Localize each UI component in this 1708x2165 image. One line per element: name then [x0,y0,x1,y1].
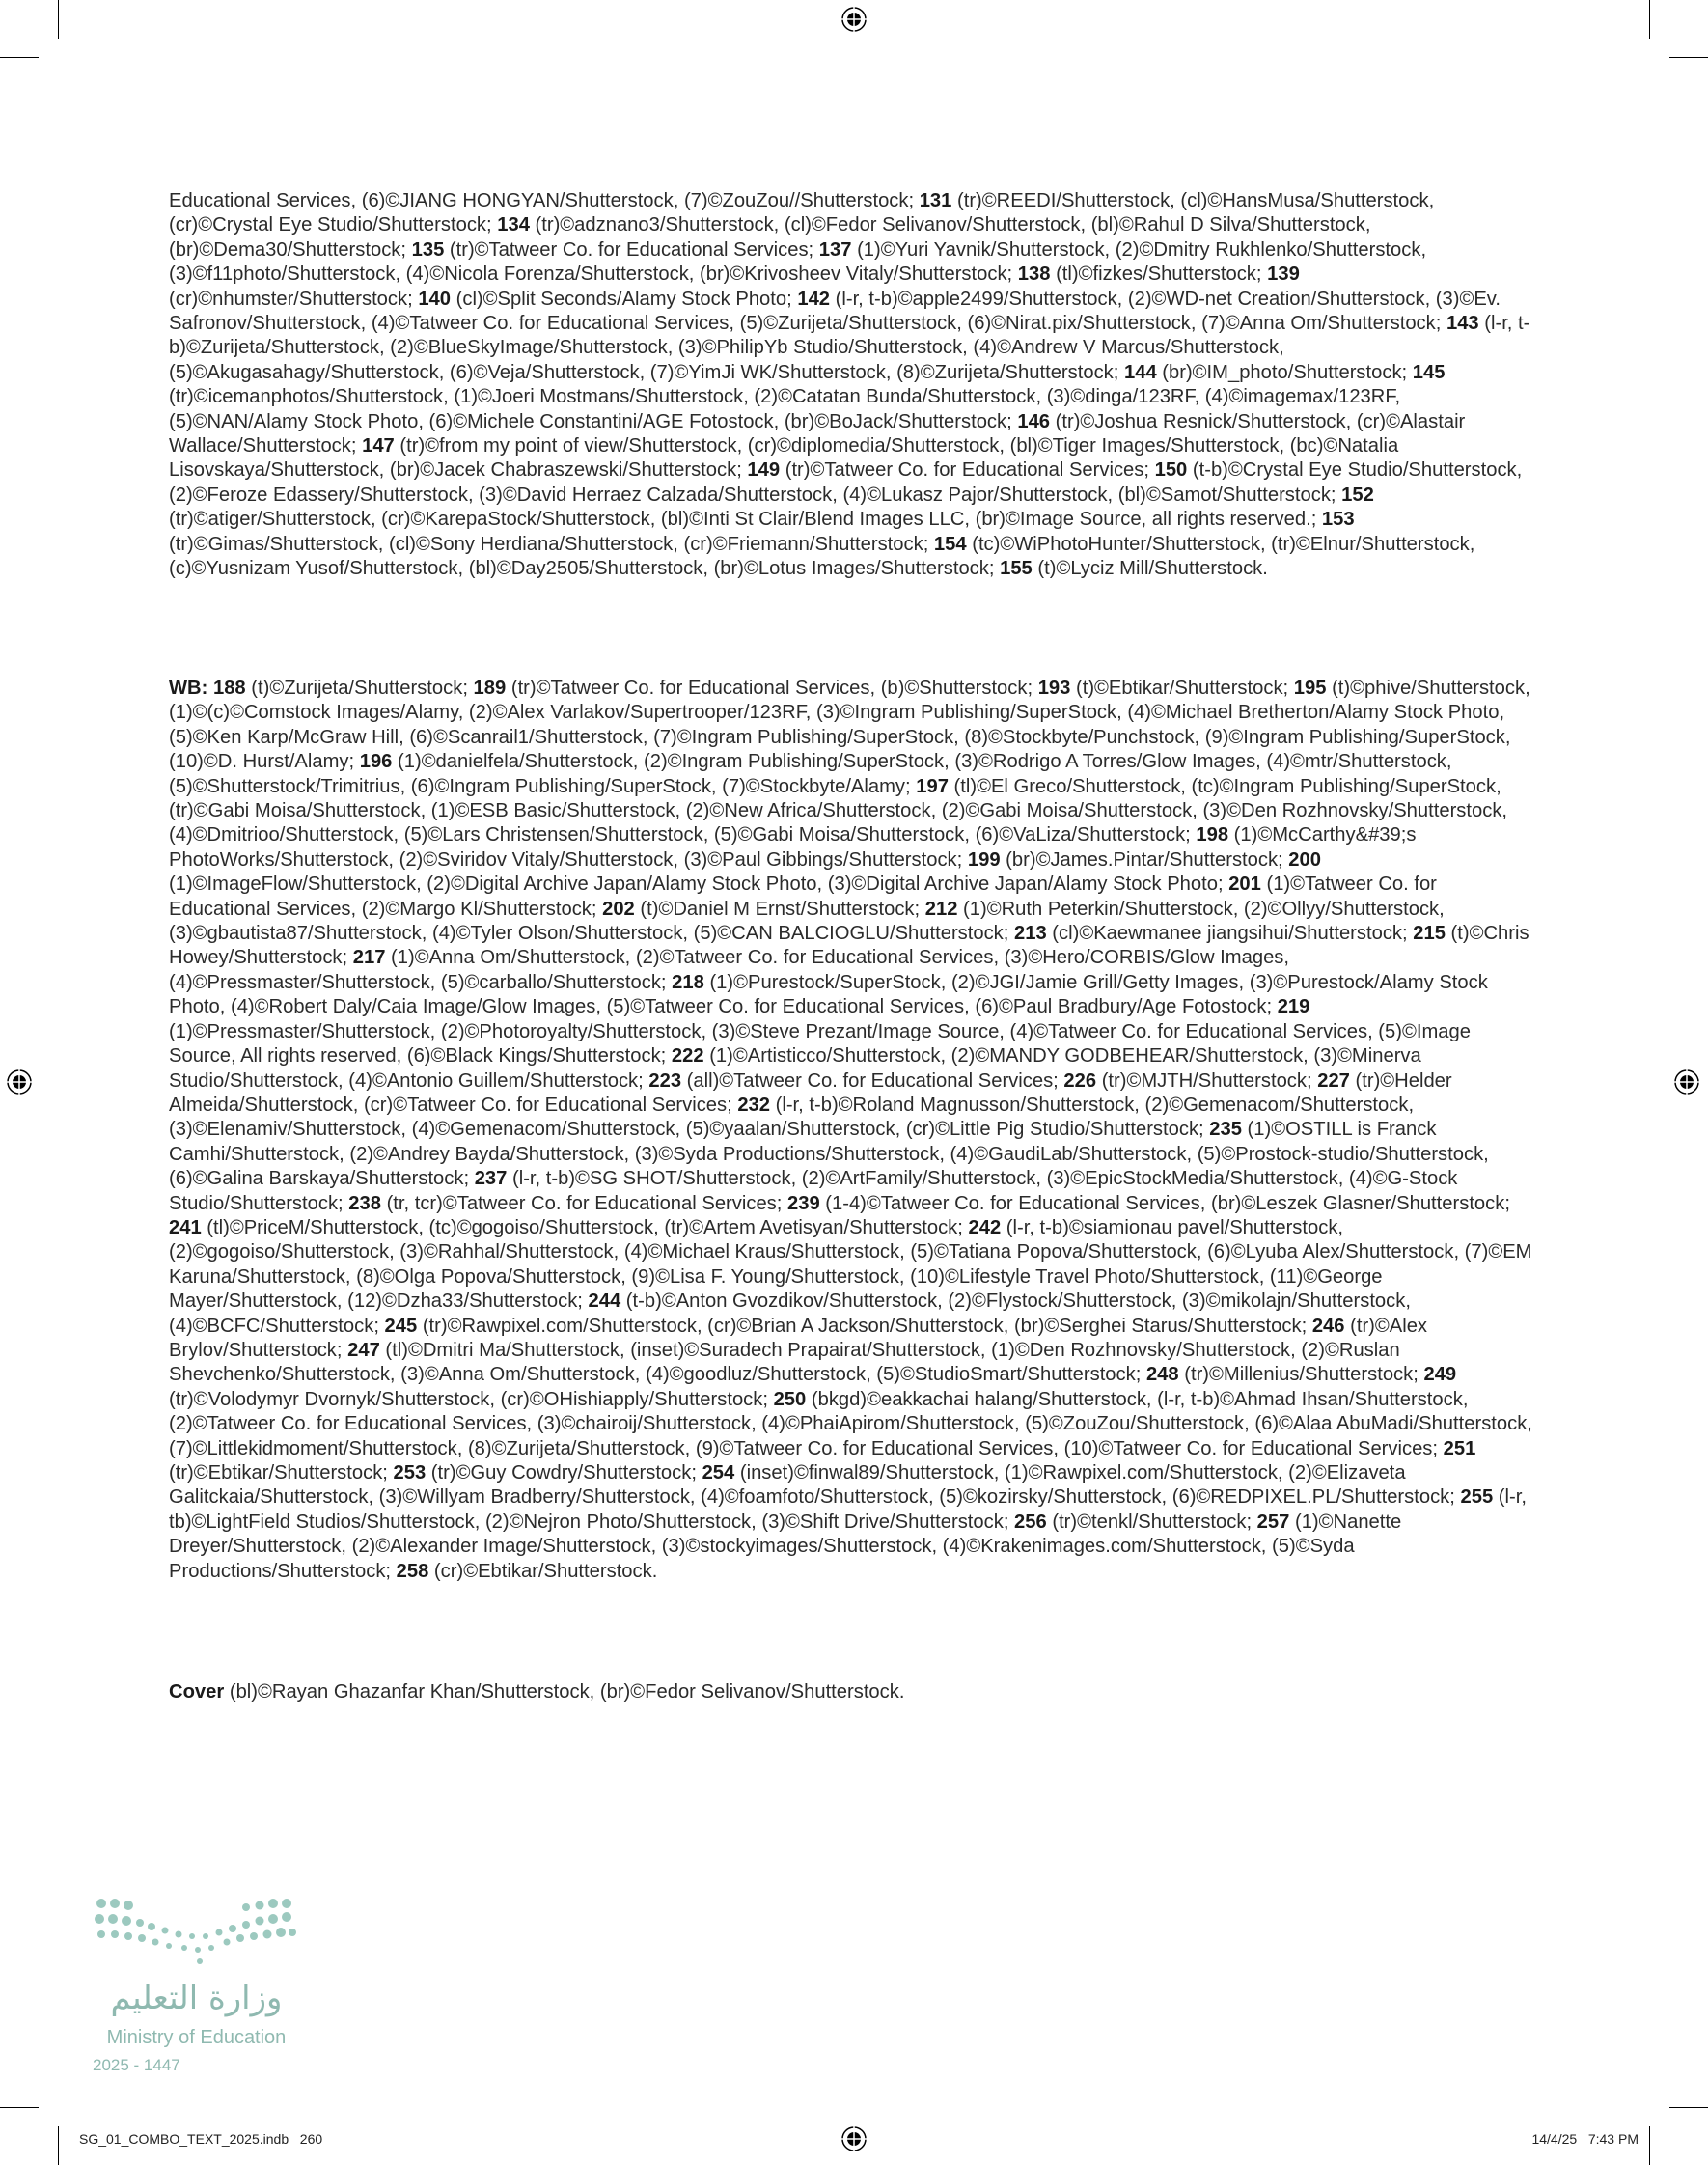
credit-text: (tr)©Tatweer Co. for Educational Services; [444,238,819,261]
credit-text: (tr)©Ebtikar/Shutterstock; [169,1462,394,1484]
credit-text: (t-b)©Anton Gvozdikov/Shutterstock, (2)©Flystock/Shutterstock, (3)©mikolajn/Shutterstock, (4)©BCFC/Shutterstock; [169,1291,1411,1337]
page-number: 145 [1412,361,1446,383]
credit-text: (tr)©from my point of view/Shutterstock, (cr)©diplomedia/Shutterstock, (bl)©Tiger Images/Shutterstock, (bc)©Natalia Lisovskaya/Shutterstock, (br)©Jacek Chabraszewski/Shutterstock; [169,435,1399,482]
crop-mark [58,0,59,39]
credit-text: (tr)©tenkl/Shutterstock; [1046,1511,1257,1533]
page-number: 219 [1277,996,1310,1018]
credit-text: (tr)©Volodymyr Dvornyk/Shutterstock, (cr)©OHishiapply/Shutterstock; [169,1388,774,1410]
page-number: 153 [1321,509,1355,531]
credit-text: (cr)©nhumster/Shutterstock; [169,288,419,310]
credit-text: (tr)©adznano3/Shutterstock, (cl)©Fedor Selivanov/Shutterstock, (bl)©Rahul D Silva/Shutterstock, (br)©Dema30/Shutterstock; [169,214,1371,261]
credit-text: (1)©Anna Om/Shutterstock, (2)©Tatweer Co. for Educational Services, (3)©Hero/CORBIS/Glow Images, (4)©Pressmaster/Shutterstock, (5)©carballo/Shutterstock; [169,947,1289,993]
credit-text: (cl)©Split Seconds/Alamy Stock Photo; [451,288,798,310]
page-number: 142 [797,288,831,310]
registration-mark-icon [1673,1069,1700,1096]
page-number: 189 [473,678,507,699]
page-number: Cover [169,1681,225,1703]
page-number: 147 [362,435,395,458]
credit-text: (tr)©Gimas/Shutterstock, (cl)©Sony Herdiana/Shutterstock, (cr)©Friemann/Shutterstock; [169,533,934,555]
credit-text: (1)©Tatweer Co. for Educational Services, (2)©Margo Kl/Shutterstock; [169,874,1437,920]
page-number: 257 [1256,1511,1290,1533]
slug-date: 14/4/25 7:43 PM [1531,2131,1639,2147]
page-number: 149 [747,459,781,482]
logo-year-text: 2025 - 1447 [93,2056,180,2074]
page-number: 212 [924,898,958,920]
credits-paragraph-cover [169,1680,1534,1705]
page-number: 202 [602,898,635,920]
page-number: 137 [818,238,852,261]
credit-text: (tl)©PriceM/Shutterstock, (tc)©gogoiso/Shutterstock, (tr)©Artem Avetisyan/Shutterstock; [201,1216,969,1238]
page-number: 152 [1341,484,1374,506]
credit-text: (br)©James.Pintar/Shutterstock; [1000,848,1289,871]
crop-mark [0,2107,39,2108]
credit-text: (tr)©Guy Cowdry/Shutterstock; [426,1462,702,1484]
logo-english-text: Ministry of Education [106,2027,287,2048]
page-number: 238 [348,1192,381,1214]
page-number: 235 [1209,1119,1242,1141]
credit-text: (tr)©Joshua Resnick/Shutterstock, (cr)©Alastair Wallace/Shutterstock; [169,410,1466,458]
crop-mark [1649,0,1650,39]
credit-text: (1)©OSTILL is Franck Camhi/Shutterstock, (2)©Andrey Bayda/Shutterstock, (3)©Syda Productions/Shutterstock, (4)©GaudiLab/Shutterstock, (5)©Prostock-studio/Shutterstock, (6)©Galina Barskaya/Shutterstock; [169,1119,1489,1190]
page-number: 197 [916,775,949,797]
ministry-logo-icon [92,1894,304,1981]
credit-text: (tr)©MJTH/Shutterstock; [1096,1069,1318,1092]
page-number: 217 [352,947,386,969]
credit-text: Educational Services, (6)©JIANG HONGYAN/Shutterstock, (7)©ZouZou//Shutterstock; [169,190,920,211]
page-number: 222 [671,1045,704,1068]
page-number: 256 [1014,1511,1047,1533]
page-number: 135 [411,238,445,261]
logo-arabic-text: وزارة التعليم [110,1979,283,2017]
page-number: 131 [919,190,952,211]
credit-text: (tr)©Tatweer Co. for Educational Services, (b)©Shutterstock; [506,678,1038,699]
credit-text: (t)©Zurijeta/Shutterstock; [245,678,474,699]
credit-text: (1)©Nanette Dreyer/Shutterstock, (2)©Alexander Image/Shutterstock, (3)©stockyimages/Shutterstock, (4)©Krakenimages.com/Shutterstock, (5)©Syda Productions/Shutterstock; [169,1511,1402,1582]
crop-mark [1649,2126,1650,2165]
page-number: 146 [1017,410,1051,432]
page-number: 196 [359,751,393,773]
page-number: 251 [1443,1437,1476,1459]
page-number: 245 [384,1315,418,1337]
credit-text: (1)©Purestock/SuperStock, (2)©JGI/Jamie Grill/Getty Images, (3)©Purestock/Alamy Stock Photo, (4)©Robert Daly/Caia Image/Glow Images, (5)©Tatweer Co. for Educational Services, (6)©Paul Bradbury/Age Fotostock; [169,971,1488,1018]
page-number: 200 [1288,848,1321,871]
registration-mark-icon [840,2125,868,2152]
crop-mark [58,2126,59,2165]
credit-text: (t)©phive/Shutterstock, (1)©(c)©Comstock Images/Alamy, (2)©Alex Varlakov/Supertrooper/123RF, (3)©Ingram Publishing/SuperStock, (4)©Michael Bretherton/Alamy Stock Photo, (5)©Ken Karp/McGraw Hill, (6)©Scanrail1/Shutterstock, (7)©Ingram Publishing/SuperStock, (8)©Stockbyte/Punchstock, (9)©Ingram Publishing/SuperStock, (10)©D. Hurst/Alamy; [169,678,1530,773]
credit-text: (1)©danielfela/Shutterstock, (2)©Ingram Publishing/SuperStock, (3)©Rodrigo A Torres/Glow Images, (4)©mtr/Shutterstock, (5)©Shutterstock/Trimitrius, (6)©Ingram Publishing/SuperStock, (7)©Stockbyte/Alamy; [169,751,1452,797]
page-number: 134 [497,214,530,236]
credit-text: (cr)©Ebtikar/Shutterstock. [428,1560,658,1582]
page-number: 255 [1460,1486,1494,1509]
page-number: 226 [1063,1069,1097,1092]
page-number: 218 [672,971,704,993]
page-number: 201 [1228,874,1261,896]
credit-text: (1)©ImageFlow/Shutterstock, (2)©Digital Archive Japan/Alamy Stock Photo, (3)©Digital Archive Japan/Alamy Stock Photo; [169,874,1229,896]
page-number: 258 [396,1560,429,1582]
credit-text: (tl)©Dmitri Ma/Shutterstock, (inset)©Suradech Prapairat/Shutterstock, (1)©Den Rozhnovsky/Shutterstock, (2)©Ruslan Shevchenko/Shutterstock, (3)©Anna Om/Shutterstock, (4)©goodluz/Shutterstock, (5)©StudioSmart/Shutterstock; [169,1339,1400,1386]
page-number: 250 [773,1388,807,1410]
page-number: 213 [1014,923,1047,945]
page-number: 155 [1000,558,1033,580]
credit-text: (t)©Lyciz Mill/Shutterstock. [1032,558,1268,580]
page-number: WB: 188 [169,678,246,699]
credit-text: (l-r, t-b)©Roland Magnusson/Shutterstock, (2)©Gemenacom/Shutterstock, (3)©Elenamiv/Shutterstock, (4)©Gemenacom/Shutterstock, (5)©yaalan/Shutterstock, (cr)©Little Pig Studio/Shutterstock; [169,1094,1415,1141]
page-number: 223 [648,1069,682,1092]
credit-text: (t)©Daniel M Ernst/Shutterstock; [634,898,925,920]
credit-text: (tr)©Tatweer Co. for Educational Services; [780,459,1155,482]
credit-text: (tr)©icemanphotos/Shutterstock, (1)©Joeri Mostmans/Shutterstock, (2)©Catatan Bunda/Shutterstock, (3)©dinga/123RF, (4)©imagemax/123RF, (5)©NAN/Alamy Stock Photo, (6)©Michele Constantini/AGE Fotostock, (br)©BoJack/Shutterstock; [169,386,1401,432]
page-number: 242 [968,1216,1002,1238]
credit-text: (1)©Artisticco/Shutterstock, (2)©MANDY GODBEHEAR/Shutterstock, (3)©Minerva Studio/Shutterstock, (4)©Antonio Guillem/Shutterstock; [169,1045,1421,1092]
page-number: 144 [1123,361,1157,383]
page-number: 247 [347,1339,380,1361]
credit-text: (br)©IM_photo/Shutterstock; [1156,361,1413,383]
credit-text: (tr)©Rawpixel.com/Shutterstock, (cr)©Brian A Jackson/Shutterstock, (br)©Serghei Starus/Shutterstock; [417,1315,1312,1337]
page-number: 232 [737,1094,771,1116]
page-number: 138 [1017,264,1051,286]
credit-text: (l-r, tb)©LightField Studios/Shutterstock, (2)©Nejron Photo/Shutterstock, (3)©Shift Drive/Shutterstock; [169,1486,1527,1533]
page-number: 239 [786,1192,820,1214]
page-number: 193 [1037,678,1071,699]
crop-mark [1669,2107,1708,2108]
credit-text: (bl)©Rayan Ghazanfar Khan/Shutterstock, (br)©Fedor Selivanov/Shutterstock. [224,1681,905,1703]
credit-text: (tr)©atiger/Shutterstock, (cr)©KarepaStock/Shutterstock, (bl)©Inti St Clair/Blend Images LLC, (br)©Image Source, all rights reserved.; [169,509,1322,531]
credit-text: (tl)©fizkes/Shutterstock; [1050,264,1268,286]
page-number: 154 [933,533,967,555]
credit-text: (tr)©Helder Almeida/Shutterstock, (cr)©Tatweer Co. for Educational Services; [169,1069,1452,1116]
page-number: 248 [1145,1364,1179,1386]
credit-text: (l-r, t-b)©SG SHOT/Shutterstock, (2)©ArtFamily/Shutterstock, (3)©EpicStockMedia/Shutterstock, (4)©G-Stock Studio/Shutterstock; [169,1168,1458,1214]
page-number: 215 [1413,923,1446,945]
credit-text: (all)©Tatweer Co. for Educational Services; [681,1069,1064,1092]
credit-text: (tr)©Millenius/Shutterstock; [1178,1364,1424,1386]
page-number: 140 [418,288,452,310]
page-number: 244 [588,1291,621,1313]
registration-mark-icon [6,1069,33,1096]
credit-text: (bkgd)©eakkachai halang/Shutterstock, (l-r, t-b)©Ahmad Ihsan/Shutterstock, (2)©Tatweer Co. for Educational Services, (3)©chairoij/Shutterstock, (4)©PhaiApirom/Shutterstock, (5)©ZouZou/Shutterstock, (6)©Alaa AbuMadi/Shutterstock, (7)©Littlekidmoment/Shutterstock, (8)©Zurijeta/Shutterstock, (9)©Tatweer Co. for Educational Services, (10)©Tatweer Co. for Educational Services; [169,1388,1532,1459]
page-number: 246 [1311,1315,1345,1337]
credit-text: (l-r, t-b)©Zurijeta/Shutterstock, (2)©BlueSkyImage/Shutterstock, (3)©PhilipYb Studio/Shutterstock, (4)©Andrew V Marcus/Shutterstock, (5)©Akugasahagy/Shutterstock, (6)©Veja/Shutterstock, (7)©YimJi WK/Shutterstock, (8)©Zurijeta/Shutterstock; [169,313,1530,383]
credit-text: (t-b)©Crystal Eye Studio/Shutterstock, (2)©Feroze Edassery/Shutterstock, (3)©David Herraez Calzada/Shutterstock, (4)©Lukasz Pajor/Shutterstock, (bl)©Samot/Shutterstock; [169,459,1523,506]
credit-text: (1)©McCarthy&#39;s PhotoWorks/Shutterstock, (2)©Sviridov Vitaly/Shutterstock, (3)©Paul Gibbings/Shutterstock; [169,824,1417,871]
page-number: 139 [1267,264,1300,286]
slug-file: SG_01_COMBO_TEXT_2025.indb 260 [79,2131,323,2147]
page-number: 241 [169,1216,202,1238]
page-number: 249 [1423,1364,1457,1386]
credits-paragraph [169,189,1534,582]
credit-text: (t)©Ebtikar/Shutterstock; [1070,678,1294,699]
page-number: 227 [1317,1069,1350,1092]
crop-mark [0,57,39,58]
credit-text: (tl)©El Greco/Shutterstock, (tc)©Ingram Publishing/SuperStock, (tr)©Gabi Moisa/Shutterstock, (1)©ESB Basic/Shutterstock, (2)©New Africa/Shutterstock, (2)©Gabi Moisa/Shutterstock, (3)©Den Rozhnovsky/Shutterstock, (4)©Dmitrioo/Shutterstock, (5)©Lars Christensen/Shutterstock, (5)©Gabi Moisa/Shutterstock, (6)©VaLiza/Shutterstock; [169,775,1508,847]
credit-text: (l-r, t-b)©siamionau pavel/Shutterstock, (2)©gogoiso/Shutterstock, (3)©Rahhal/Shutterstock, (4)©Michael Kraus/Shutterstock, (5)©Tatiana Popova/Shutterstock, (6)©Lyuba Alex/Shutterstock, (7)©EM Karuna/Shutterstock, (8)©Olga Popova/Shutterstock, (9)©Lisa F. Young/Shutterstock, (10)©Lifestyle Travel Photo/Shutterstock, (11)©George Mayer/Shutterstock, (12)©Dzha33/Shutterstock; [169,1216,1532,1313]
credit-text: (l-r, t-b)©apple2499/Shutterstock, (2)©WD-net Creation/Shutterstock, (3)©Ev. Safronov/Shutterstock, (4)©Tatweer Co. for Educational Services, (5)©Zurijeta/Shutterstock, (6)©Nirat.pix/Shutterstock, (7)©Anna Om/Shutterstock; [169,288,1501,335]
credit-text: (1-4)©Tatweer Co. for Educational Services, (br)©Leszek Glasner/Shutterstock; [819,1192,1510,1214]
page-number: 253 [393,1462,427,1484]
credit-text: (tr)©Alex Brylov/Shutterstock; [169,1315,1428,1361]
page-number: 199 [967,848,1001,871]
registration-mark-icon [840,6,868,33]
page-number: 143 [1446,313,1479,335]
credit-text: (1)©Yuri Yavnik/Shutterstock, (2)©Dmitry Rukhlenko/Shutterstock, (3)©f11photo/Shutterstock, (4)©Nicola Forenza/Shutterstock, (br)©Krivosheev Vitaly/Shutterstock; [169,238,1427,286]
credit-text: (1)©Pressmaster/Shutterstock, (2)©Photoroyalty/Shutterstock, (3)©Steve Prezant/Image Source, (4)©Tatweer Co. for Educational Services, (5)©Image Source, All rights reserved, (6)©Black Kings/Shutterstock; [169,1020,1471,1068]
page-number: 195 [1293,678,1327,699]
crop-mark [1669,57,1708,58]
page-number: 150 [1154,459,1188,482]
credit-text: (tr)©REEDI/Shutterstock, (cl)©HansMusa/Shutterstock, (cr)©Crystal Eye Studio/Shutterstock; [169,190,1435,236]
page-number: 237 [474,1168,508,1190]
credit-text: (tr, tcr)©Tatweer Co. for Educational Services; [380,1192,787,1214]
credit-text: (cl)©Kaewmanee jiangsihui/Shutterstock; [1046,923,1414,945]
credit-text: (tc)©WiPhotoHunter/Shutterstock, (tr)©Elnur/Shutterstock, (c)©Yusnizam Yusof/Shutterstock, (bl)©Day2505/Shutterstock, (br)©Lotus Images/Shutterstock; [169,533,1475,580]
credit-text: (1)©Ruth Peterkin/Shutterstock, (2)©Ollyy/Shutterstock, (3)©gbautista87/Shutterstock, (4)©Tyler Olson/Shutterstock, (5)©CAN BALCIOGLU/Shutterstock; [169,898,1445,945]
credit-text: (inset)©finwal89/Shutterstock, (1)©Rawpixel.com/Shutterstock, (2)©Elizaveta Galitckaia/Shutterstock, (3)©Willyam Bradberry/Shutterstock, (4)©foamfoto/Shutterstock, (5)©kozirsky/Shutterstock, (6)©REDPIXEL.PL/Shutterstock; [169,1462,1461,1509]
credits-paragraph-wb [169,677,1534,1584]
page-number: 198 [1196,824,1229,847]
page-number: 254 [702,1462,735,1484]
credit-text: (t)©Chris Howey/Shutterstock; [169,923,1529,969]
